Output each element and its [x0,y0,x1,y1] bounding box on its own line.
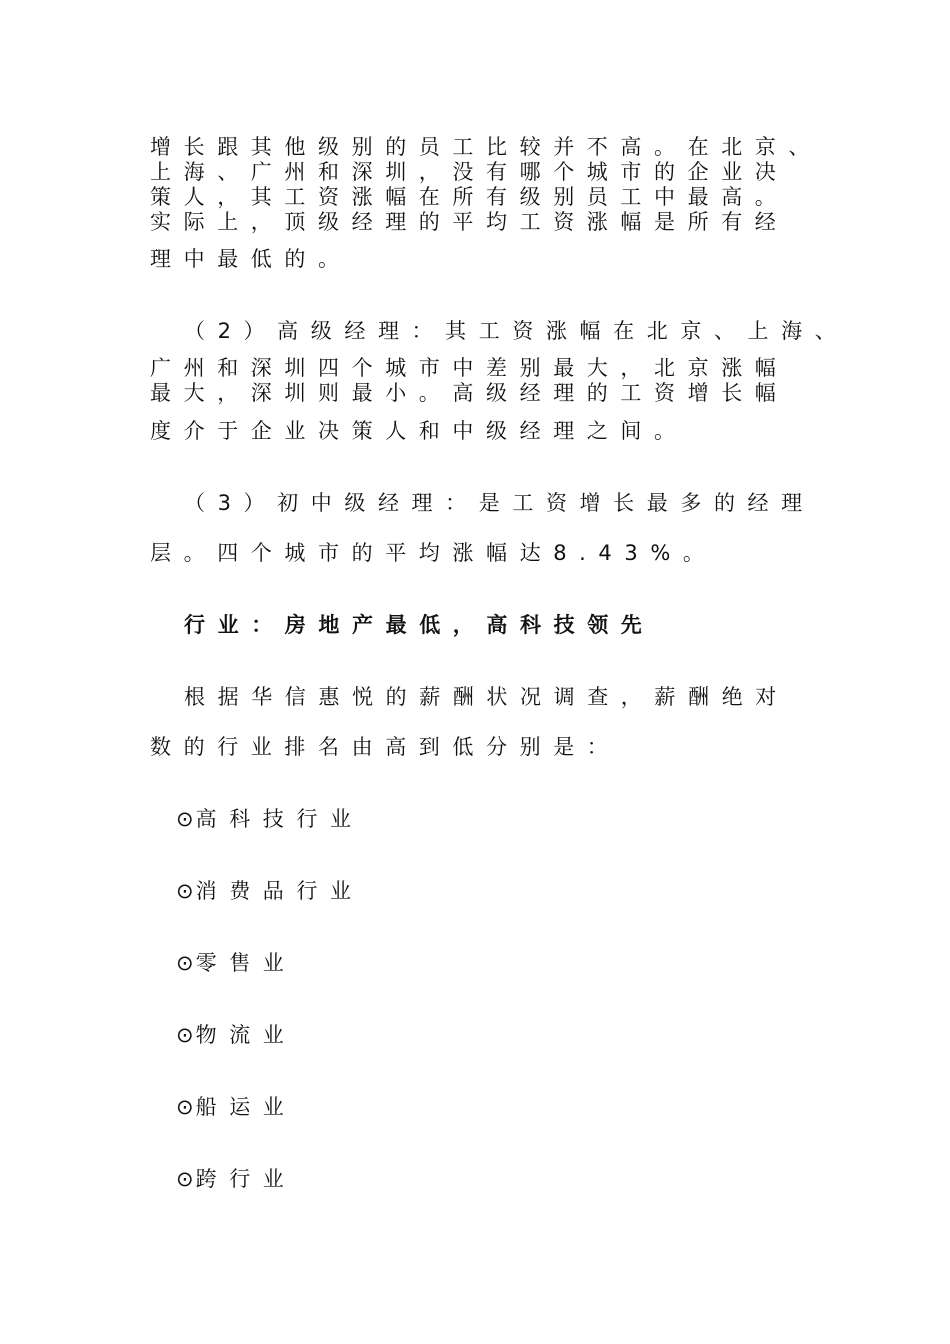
list-item [176,1094,296,1120]
circle-dot-icon: ⊙ [176,951,194,975]
paragraph-3-line-2: 层。四个城市的平均涨幅达8.43%。 [150,541,717,565]
circle-dot-icon: ⊙ [176,879,194,903]
list-item-label: 跨行业 [195,1167,297,1191]
paragraph-2-line-4: 度介于企业决策人和中级经理之间。 [150,419,688,443]
list-item [176,1166,296,1192]
paragraph-1-line-5: 理中最低的。 [150,247,352,271]
paragraph-3-line-1: （3）初中级经理：是工资增长最多的经理 [184,491,815,515]
circle-dot-icon: ⊙ [176,1167,194,1191]
list-item [176,806,364,832]
paragraph-4-line-1: 根据华信惠悦的薪酬状况调查，薪酬绝对 [184,685,789,709]
paragraph-1-line-2: 上海、广州和深圳，没有哪个城市的企业决 [150,160,789,184]
circle-dot-icon: ⊙ [176,1095,194,1119]
list-item [176,878,364,904]
paragraph-4-line-2: 数的行业排名由高到低分别是： [150,735,621,759]
section-heading: 行业：房地产最低，高科技领先 [184,613,655,637]
circle-dot-icon: ⊙ [176,807,194,831]
paragraph-1-line-3: 策人，其工资涨幅在所有级别员工中最高。 [150,185,789,209]
paragraph-2-line-3: 最大，深圳则最小。高级经理的工资增长幅 [150,381,789,405]
paragraph-2-line-2: 广州和深圳四个城市中差别最大，北京涨幅 [150,356,789,380]
list-item-label: 零售业 [195,951,297,975]
list-item-label: 消费品行业 [195,879,364,903]
paragraph-1-line-4: 实际上，顶级经理的平均工资涨幅是所有经 [150,210,789,234]
circle-dot-icon: ⊙ [176,1023,194,1047]
list-item-label: 物流业 [195,1023,297,1047]
list-item [176,1022,296,1048]
list-item [176,950,296,976]
list-item-label: 船运业 [195,1095,297,1119]
list-item-label: 高科技行业 [195,807,364,831]
paragraph-1-line-1: 增长跟其他级别的员工比较并不高。在北京、 [150,135,822,159]
paragraph-2-line-1: （2）高级经理：其工资涨幅在北京、上海、 [184,319,849,343]
